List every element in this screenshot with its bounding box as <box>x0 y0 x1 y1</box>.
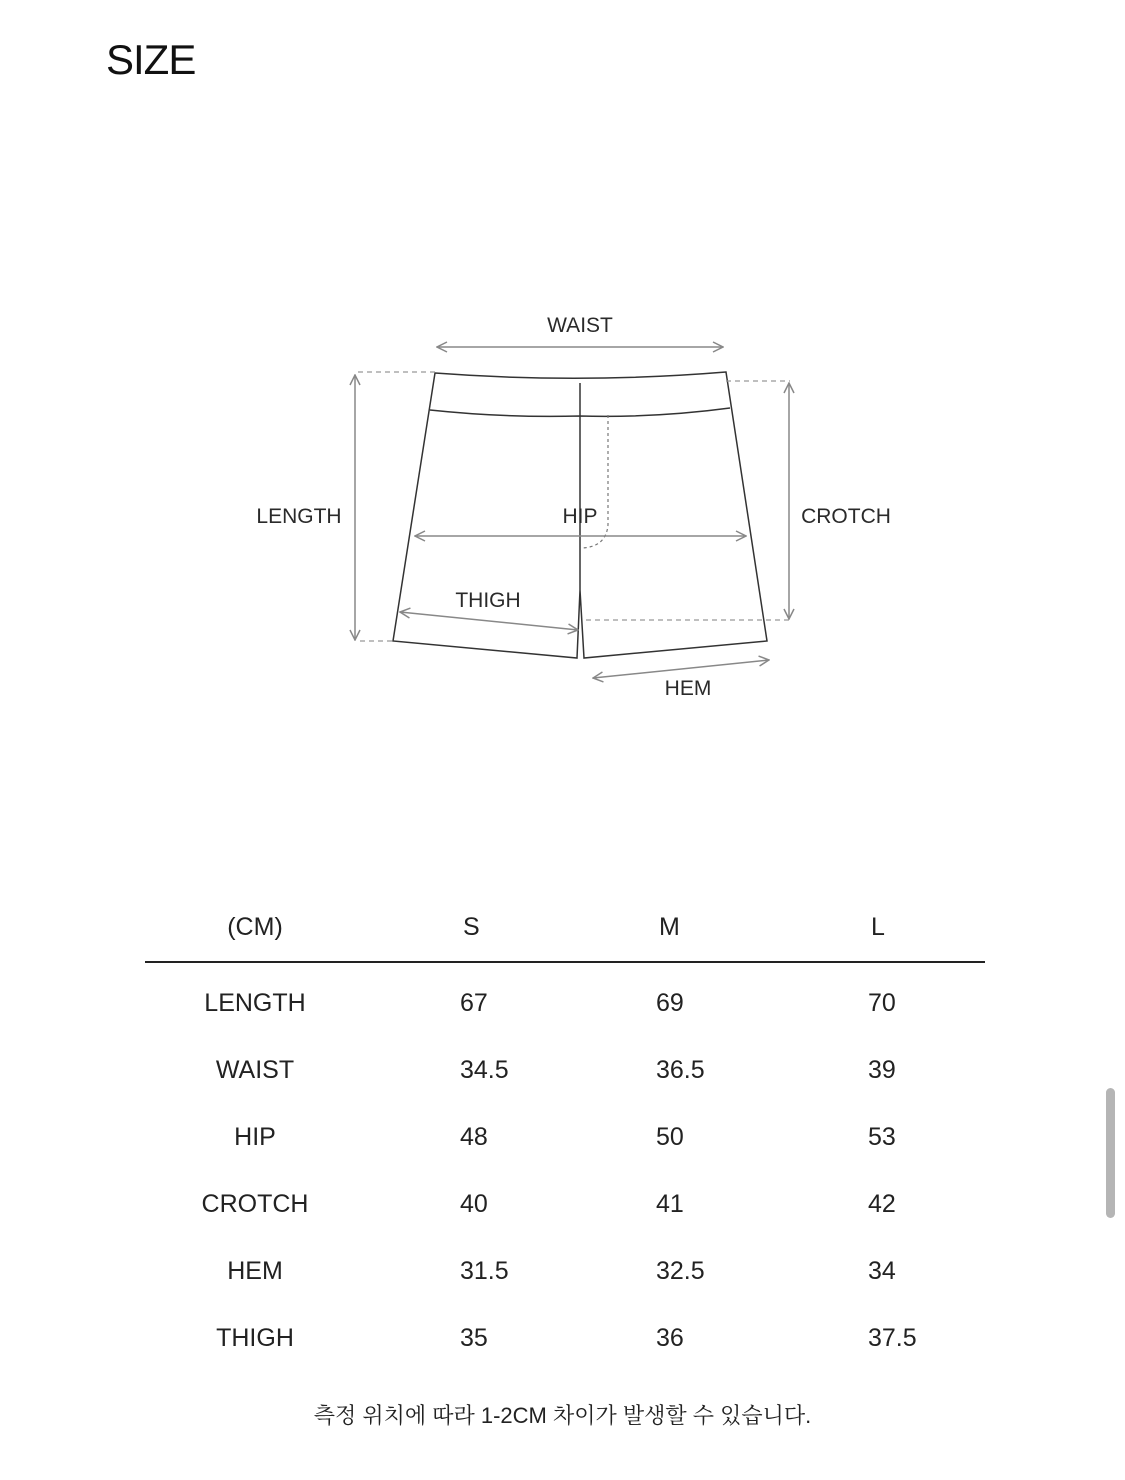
row-label: HIP <box>234 1123 276 1151</box>
table-row <box>145 1097 985 1164</box>
value-l: 37.5 <box>868 1324 917 1352</box>
value-s: 35 <box>460 1324 488 1352</box>
waist-label: WAIST <box>547 314 613 337</box>
row-label: THIGH <box>216 1324 294 1352</box>
value-s: 34.5 <box>460 1056 509 1084</box>
size-table <box>145 900 985 1365</box>
row-label: WAIST <box>215 1056 295 1084</box>
value-s: 40 <box>460 1190 488 1218</box>
table-header-row <box>145 900 985 963</box>
value-l: 53 <box>868 1123 896 1151</box>
value-m: 69 <box>656 989 684 1017</box>
thigh-arrow <box>400 612 578 630</box>
table-row <box>145 1231 985 1298</box>
row-label: CROTCH <box>201 1190 309 1218</box>
value-l: 34 <box>868 1257 896 1285</box>
value-m: 36.5 <box>656 1056 705 1084</box>
value-l: 39 <box>868 1056 896 1084</box>
scrollbar-thumb[interactable] <box>1106 1088 1115 1218</box>
fly-stitching <box>582 415 608 548</box>
table-row <box>145 1298 985 1365</box>
hem-arrow <box>593 660 769 678</box>
value-s: 48 <box>460 1123 488 1151</box>
table-row <box>145 1030 985 1097</box>
size-header-s: S <box>463 913 480 941</box>
hip-label: HIP <box>562 505 598 528</box>
value-s: 31.5 <box>460 1257 509 1285</box>
row-label: HEM <box>227 1257 283 1285</box>
value-m: 50 <box>656 1123 684 1151</box>
value-m: 41 <box>656 1190 684 1218</box>
thigh-label: THIGH <box>455 589 521 612</box>
measurement-note: 측정 위치에 따라 1-2CM 차이가 발생할 수 있습니다. <box>313 1403 812 1428</box>
value-s: 67 <box>460 989 488 1017</box>
size-header-m: M <box>659 913 680 941</box>
value-l: 42 <box>868 1190 896 1218</box>
value-l: 70 <box>868 989 896 1017</box>
page-title: SIZE <box>106 36 196 83</box>
size-header-l: L <box>871 913 885 941</box>
hem-label: HEM <box>664 677 712 700</box>
table-row <box>145 963 985 1030</box>
table-row <box>145 1164 985 1231</box>
unit-header: (CM) <box>227 913 283 941</box>
row-label: LENGTH <box>204 989 306 1017</box>
crotch-label: CROTCH <box>801 505 891 528</box>
length-label: LENGTH <box>256 505 342 528</box>
value-m: 32.5 <box>656 1257 705 1285</box>
value-m: 36 <box>656 1324 684 1352</box>
